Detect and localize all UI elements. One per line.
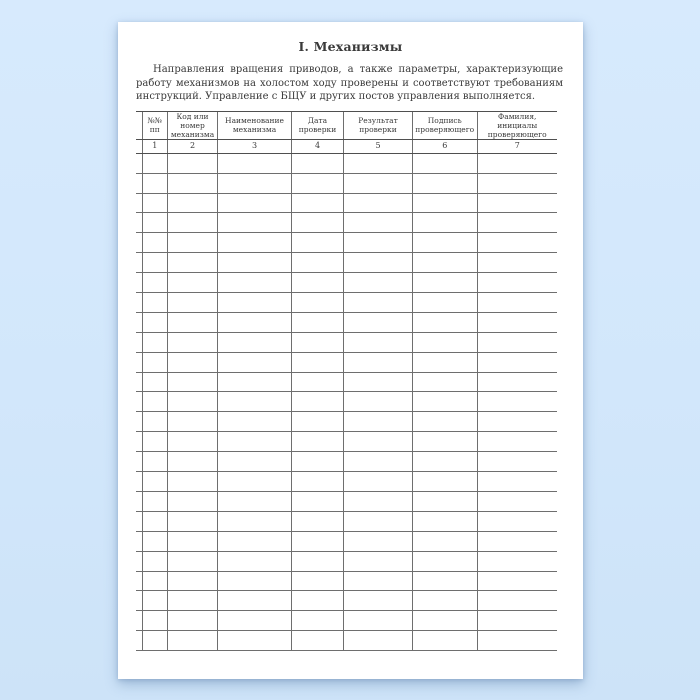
table-body — [136, 154, 557, 651]
table-row — [136, 273, 557, 293]
table-cell — [291, 154, 343, 173]
table-cell — [477, 432, 558, 451]
table-cell — [167, 452, 217, 471]
table-cell — [291, 392, 343, 411]
intro-paragraph: Направления вращения приводов, а также параметры, характеризующие работу механизмов на холостом ходу проверены и соответствуют требованиям инструкций. Управление с БЩУ и других постов управления выполняется. — [136, 64, 563, 102]
table-row — [136, 412, 557, 432]
table-cell — [412, 353, 477, 372]
column-header: Фамилия, инициалы проверяющего — [477, 112, 558, 140]
table-cell — [291, 373, 343, 392]
table-row — [136, 552, 557, 572]
table-cell — [291, 333, 343, 352]
table-cell — [217, 333, 291, 352]
table-cell — [412, 313, 477, 332]
table-cell — [142, 412, 168, 431]
table-cell — [343, 452, 412, 471]
table-cell — [412, 552, 477, 571]
table-cell — [217, 233, 291, 252]
table-cell — [142, 373, 168, 392]
table-cell — [477, 253, 558, 272]
table-row — [136, 591, 557, 611]
table-header-row — [136, 112, 557, 141]
table-cell — [217, 154, 291, 173]
column-number: 7 — [477, 140, 558, 153]
table-cell — [477, 293, 558, 312]
column-header: Код или номер механизма — [167, 112, 217, 140]
table-cell — [217, 572, 291, 591]
table-cell — [343, 392, 412, 411]
table-cell — [291, 194, 343, 213]
table-cell — [291, 213, 343, 232]
column-number: 2 — [167, 140, 217, 153]
table-row — [136, 392, 557, 412]
column-number: 4 — [291, 140, 343, 153]
table-cell — [217, 174, 291, 193]
table-cell — [217, 552, 291, 571]
table-cell — [142, 213, 168, 232]
table-cell — [477, 273, 558, 292]
table-row — [136, 333, 557, 353]
table-cell — [217, 353, 291, 372]
table-cell — [412, 412, 477, 431]
table-cell — [217, 631, 291, 650]
table-cell — [142, 591, 168, 610]
table-cell — [477, 154, 558, 173]
table-cell — [217, 472, 291, 491]
table-cell — [167, 273, 217, 292]
table-cell — [477, 392, 558, 411]
table-cell — [167, 572, 217, 591]
table-cell — [343, 253, 412, 272]
table-row — [136, 432, 557, 452]
column-number: 1 — [142, 140, 168, 153]
table-cell — [477, 631, 558, 650]
table-cell — [142, 492, 168, 511]
table-cell — [291, 432, 343, 451]
table-cell — [291, 174, 343, 193]
table-cell — [167, 591, 217, 610]
table-cell — [343, 293, 412, 312]
table-cell — [412, 194, 477, 213]
table-cell — [217, 432, 291, 451]
table-cell — [343, 373, 412, 392]
table-cell — [142, 174, 168, 193]
column-number: 3 — [217, 140, 291, 153]
table-cell — [412, 532, 477, 551]
table-cell — [343, 572, 412, 591]
column-number-row — [136, 140, 557, 154]
table-cell — [291, 552, 343, 571]
table-cell — [217, 591, 291, 610]
table-cell — [291, 492, 343, 511]
table-cell — [343, 532, 412, 551]
table-row — [136, 492, 557, 512]
table-cell — [217, 532, 291, 551]
table-cell — [167, 213, 217, 232]
table-cell — [167, 532, 217, 551]
table-cell — [142, 512, 168, 531]
table-cell — [412, 572, 477, 591]
table-cell — [167, 552, 217, 571]
table-cell — [477, 512, 558, 531]
table-cell — [412, 293, 477, 312]
table-cell — [167, 432, 217, 451]
table-row — [136, 572, 557, 592]
table-row — [136, 532, 557, 552]
table-cell — [167, 333, 217, 352]
table-cell — [343, 472, 412, 491]
table-cell — [167, 313, 217, 332]
table-cell — [343, 412, 412, 431]
table-cell — [412, 253, 477, 272]
table-cell — [142, 353, 168, 372]
table-cell — [167, 492, 217, 511]
table-cell — [412, 373, 477, 392]
table-cell — [291, 293, 343, 312]
table-cell — [142, 333, 168, 352]
table-row — [136, 233, 557, 253]
table-cell — [477, 591, 558, 610]
table-cell — [343, 611, 412, 630]
table-cell — [217, 253, 291, 272]
table-cell — [412, 432, 477, 451]
table-cell — [142, 273, 168, 292]
table-cell — [142, 154, 168, 173]
column-number: 6 — [412, 140, 477, 153]
table-cell — [343, 213, 412, 232]
table-cell — [142, 472, 168, 491]
table-cell — [412, 213, 477, 232]
table-cell — [142, 313, 168, 332]
column-header: Наименование механизма — [217, 112, 291, 140]
table-cell — [477, 373, 558, 392]
table-cell — [291, 412, 343, 431]
table-cell — [167, 611, 217, 630]
table-cell — [343, 333, 412, 352]
table-cell — [477, 572, 558, 591]
column-header: Дата проверки — [291, 112, 343, 140]
table-cell — [477, 174, 558, 193]
table-cell — [477, 333, 558, 352]
table-cell — [217, 273, 291, 292]
table-cell — [343, 591, 412, 610]
table-cell — [343, 432, 412, 451]
table-cell — [167, 472, 217, 491]
table-cell — [412, 233, 477, 252]
table-row — [136, 353, 557, 373]
table-row — [136, 452, 557, 472]
section-title: I. Механизмы — [298, 39, 403, 54]
column-header: Подпись проверяющего — [412, 112, 477, 140]
table-cell — [217, 452, 291, 471]
table-cell — [412, 611, 477, 630]
table-row — [136, 154, 557, 174]
table-cell — [291, 611, 343, 630]
table-cell — [217, 373, 291, 392]
table-cell — [167, 174, 217, 193]
table-cell — [291, 572, 343, 591]
column-header: №№ пп — [142, 112, 168, 140]
document-page — [118, 22, 583, 679]
table-cell — [142, 532, 168, 551]
table-cell — [291, 273, 343, 292]
table-cell — [291, 591, 343, 610]
table-cell — [477, 452, 558, 471]
table-cell — [142, 194, 168, 213]
table-cell — [412, 154, 477, 173]
table-cell — [343, 552, 412, 571]
table-cell — [217, 412, 291, 431]
table-cell — [412, 174, 477, 193]
table-cell — [343, 313, 412, 332]
table-cell — [412, 591, 477, 610]
table-cell — [477, 552, 558, 571]
table-cell — [343, 492, 412, 511]
table-row — [136, 194, 557, 214]
table-cell — [217, 392, 291, 411]
table-row — [136, 293, 557, 313]
table-cell — [142, 572, 168, 591]
table-cell — [477, 213, 558, 232]
table-cell — [477, 233, 558, 252]
table-cell — [167, 253, 217, 272]
table-cell — [167, 154, 217, 173]
column-header: Результат проверки — [343, 112, 412, 140]
table-cell — [291, 532, 343, 551]
table-cell — [142, 293, 168, 312]
table-cell — [142, 631, 168, 650]
table-cell — [217, 194, 291, 213]
table-cell — [412, 472, 477, 491]
table-cell — [291, 631, 343, 650]
table-cell — [217, 313, 291, 332]
table-cell — [412, 392, 477, 411]
table-cell — [167, 392, 217, 411]
table-cell — [343, 174, 412, 193]
table-cell — [412, 333, 477, 352]
table-cell — [217, 213, 291, 232]
table-cell — [167, 373, 217, 392]
table-cell — [343, 512, 412, 531]
table-cell — [167, 194, 217, 213]
table-cell — [291, 512, 343, 531]
table-cell — [167, 412, 217, 431]
table-cell — [412, 452, 477, 471]
table-cell — [167, 512, 217, 531]
table-row — [136, 213, 557, 233]
table-row — [136, 512, 557, 532]
table-cell — [477, 194, 558, 213]
table-row — [136, 472, 557, 492]
table-cell — [477, 313, 558, 332]
table-cell — [291, 233, 343, 252]
table-cell — [477, 472, 558, 491]
table-row — [136, 611, 557, 631]
column-number: 5 — [343, 140, 412, 153]
table-cell — [291, 313, 343, 332]
table-cell — [142, 452, 168, 471]
table-cell — [217, 293, 291, 312]
mechanisms-table — [136, 111, 557, 652]
table-cell — [343, 631, 412, 650]
table-cell — [167, 353, 217, 372]
table-cell — [477, 492, 558, 511]
table-cell — [343, 154, 412, 173]
table-cell — [477, 353, 558, 372]
table-cell — [343, 233, 412, 252]
table-cell — [142, 611, 168, 630]
table-cell — [477, 532, 558, 551]
table-cell — [477, 611, 558, 630]
table-cell — [412, 273, 477, 292]
table-row — [136, 253, 557, 273]
table-row — [136, 373, 557, 393]
table-cell — [142, 253, 168, 272]
table-cell — [142, 552, 168, 571]
table-cell — [291, 353, 343, 372]
table-cell — [343, 194, 412, 213]
table-row — [136, 174, 557, 194]
table-cell — [412, 512, 477, 531]
table-cell — [412, 492, 477, 511]
table-cell — [291, 472, 343, 491]
table-cell — [343, 273, 412, 292]
table-cell — [217, 512, 291, 531]
table-cell — [217, 611, 291, 630]
table-cell — [291, 452, 343, 471]
table-cell — [291, 253, 343, 272]
table-cell — [343, 353, 412, 372]
table-cell — [477, 412, 558, 431]
table-row — [136, 631, 557, 651]
table-cell — [167, 293, 217, 312]
table-cell — [167, 631, 217, 650]
table-cell — [142, 233, 168, 252]
table-cell — [142, 432, 168, 451]
table-cell — [217, 492, 291, 511]
table-cell — [167, 233, 217, 252]
table-row — [136, 313, 557, 333]
table-cell — [412, 631, 477, 650]
table-cell — [142, 392, 168, 411]
